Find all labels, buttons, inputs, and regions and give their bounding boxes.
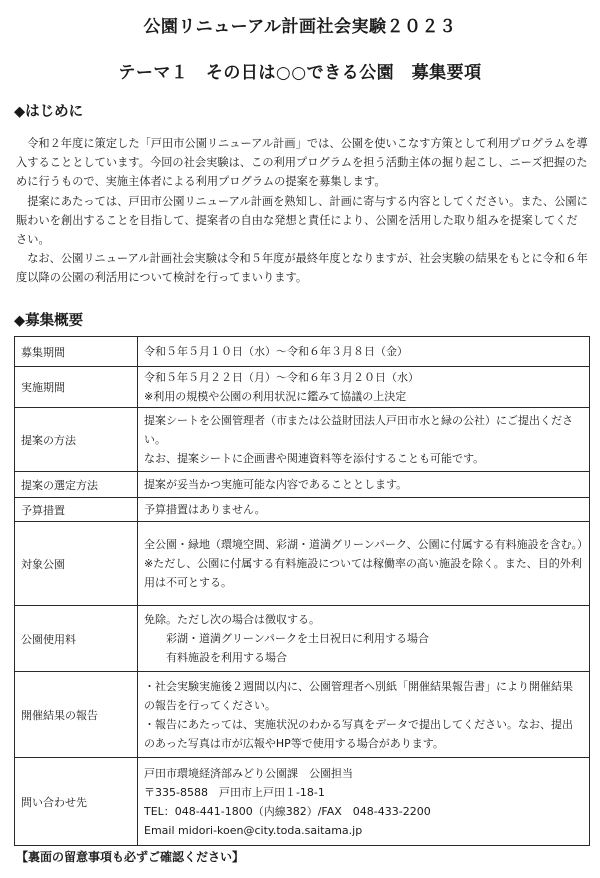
row-value: 戸田市環境経済部みどり公園課 公園担当 〒335-8588 戸田市上戸田１-18-1 TEL：048-441-1800（内線382）/FAX 048-433-2200 Email midori-koen@city.toda.saitama.jp bbox=[138, 758, 590, 846]
overview-heading: ◆募集概要 bbox=[14, 313, 84, 329]
contact-email[interactable]: Email midori-koen@city.toda.saitama.jp bbox=[144, 823, 363, 837]
intro-paragraph: 提案にあたっては、戸田市公園リニューアル計画を熟知し、計画に寄与する内容としてください。また、公園に賑わいを創出することを目指して、提案者の自由な発想と責任により、公園を活用した取り組みを提案してください。 bbox=[16, 194, 588, 247]
table-row bbox=[15, 498, 590, 522]
row-value: 免除。ただし次の場合は徴収する。 彩湖・道満グリーンパークを土日祝日に利用する場合 有料施設を利用する場合 bbox=[138, 606, 590, 672]
intro-text bbox=[16, 134, 588, 288]
intro-paragraph: なお、公園リニューアル計画社会実験は令和５年度が最終年度となりますが、社会実験の結果をもとに令和６年度以降の公園の利活用について検討を行ってまいります。 bbox=[16, 252, 588, 285]
table-row bbox=[15, 522, 590, 606]
row-value: ・社会実験実施後２週間以内に、公園管理者へ別紙「開催結果報告書」により開催結果の報告を行ってください。 ・報告にあたっては、実施状況のわかる写真をデータで提出してください。なお、提出のあった写真は市が広報やHP等で使用する場合があります。 bbox=[138, 672, 590, 758]
row-label: 開催結果の報告 bbox=[15, 672, 138, 758]
row-label: 募集期間 bbox=[15, 337, 138, 367]
row-value: 全公園・緑地（環境空間、彩湖・道満グリーンパーク、公園に付属する有料施設を含む。） ※ただし、公園に付属する有料施設については稼働率の高い施設を除く。また、目的外利用は不可とする。 bbox=[138, 522, 590, 606]
row-value: 予算措置はありません。 bbox=[138, 498, 590, 522]
row-value: 令和５年５月１０日（水）～令和６年３月８日（金） bbox=[138, 337, 590, 367]
row-label: 実施期間 bbox=[15, 367, 138, 408]
row-label: 公園使用料 bbox=[15, 606, 138, 672]
row-label: 対象公園 bbox=[15, 522, 138, 606]
table-row bbox=[15, 606, 590, 672]
row-value: 提案シートを公園管理者（市または公益財団法人戸田市水と緑の公社）にご提出ください。 なお、提案シートに企画書や関連資料等を添付することも可能です。 bbox=[138, 408, 590, 472]
row-value: 令和５年５月２２日（月）～令和６年３月２０日（水） ※利用の規模や公園の利用状況に鑑みて協議の上決定 bbox=[138, 367, 590, 408]
overview-table bbox=[14, 336, 590, 846]
document-title: 公園リニューアル計画社会実験２０２３ bbox=[143, 17, 457, 37]
row-value: 提案が妥当かつ実施可能な内容であることとします。 bbox=[138, 472, 590, 498]
footer-note: 【裏面の留意事項も必ずご確認ください】 bbox=[16, 850, 245, 864]
row-label: 提案の方法 bbox=[15, 408, 138, 472]
table-row bbox=[15, 758, 590, 846]
table-row bbox=[15, 672, 590, 758]
intro-heading: ◆はじめに bbox=[14, 104, 84, 120]
row-label: 提案の選定方法 bbox=[15, 472, 138, 498]
table-row bbox=[15, 408, 590, 472]
intro-paragraph: 令和２年度に策定した「戸田市公園リニューアル計画」では、公園を使いこなす方策として利用プログラムを導入することとしています。今回の社会実験は、この利用プログラムを担う活動主体の掘り起こし、ニーズ把握のために行うもので、実施主体者による利用プログラムの提案を募集します。 bbox=[16, 137, 588, 189]
table-row bbox=[15, 472, 590, 498]
table-row bbox=[15, 337, 590, 367]
row-label: 予算措置 bbox=[15, 498, 138, 522]
document-subtitle: テーマ１ その日は○○できる公園 募集要項 bbox=[118, 63, 482, 83]
row-label: 問い合わせ先 bbox=[15, 758, 138, 846]
table-row bbox=[15, 367, 590, 408]
